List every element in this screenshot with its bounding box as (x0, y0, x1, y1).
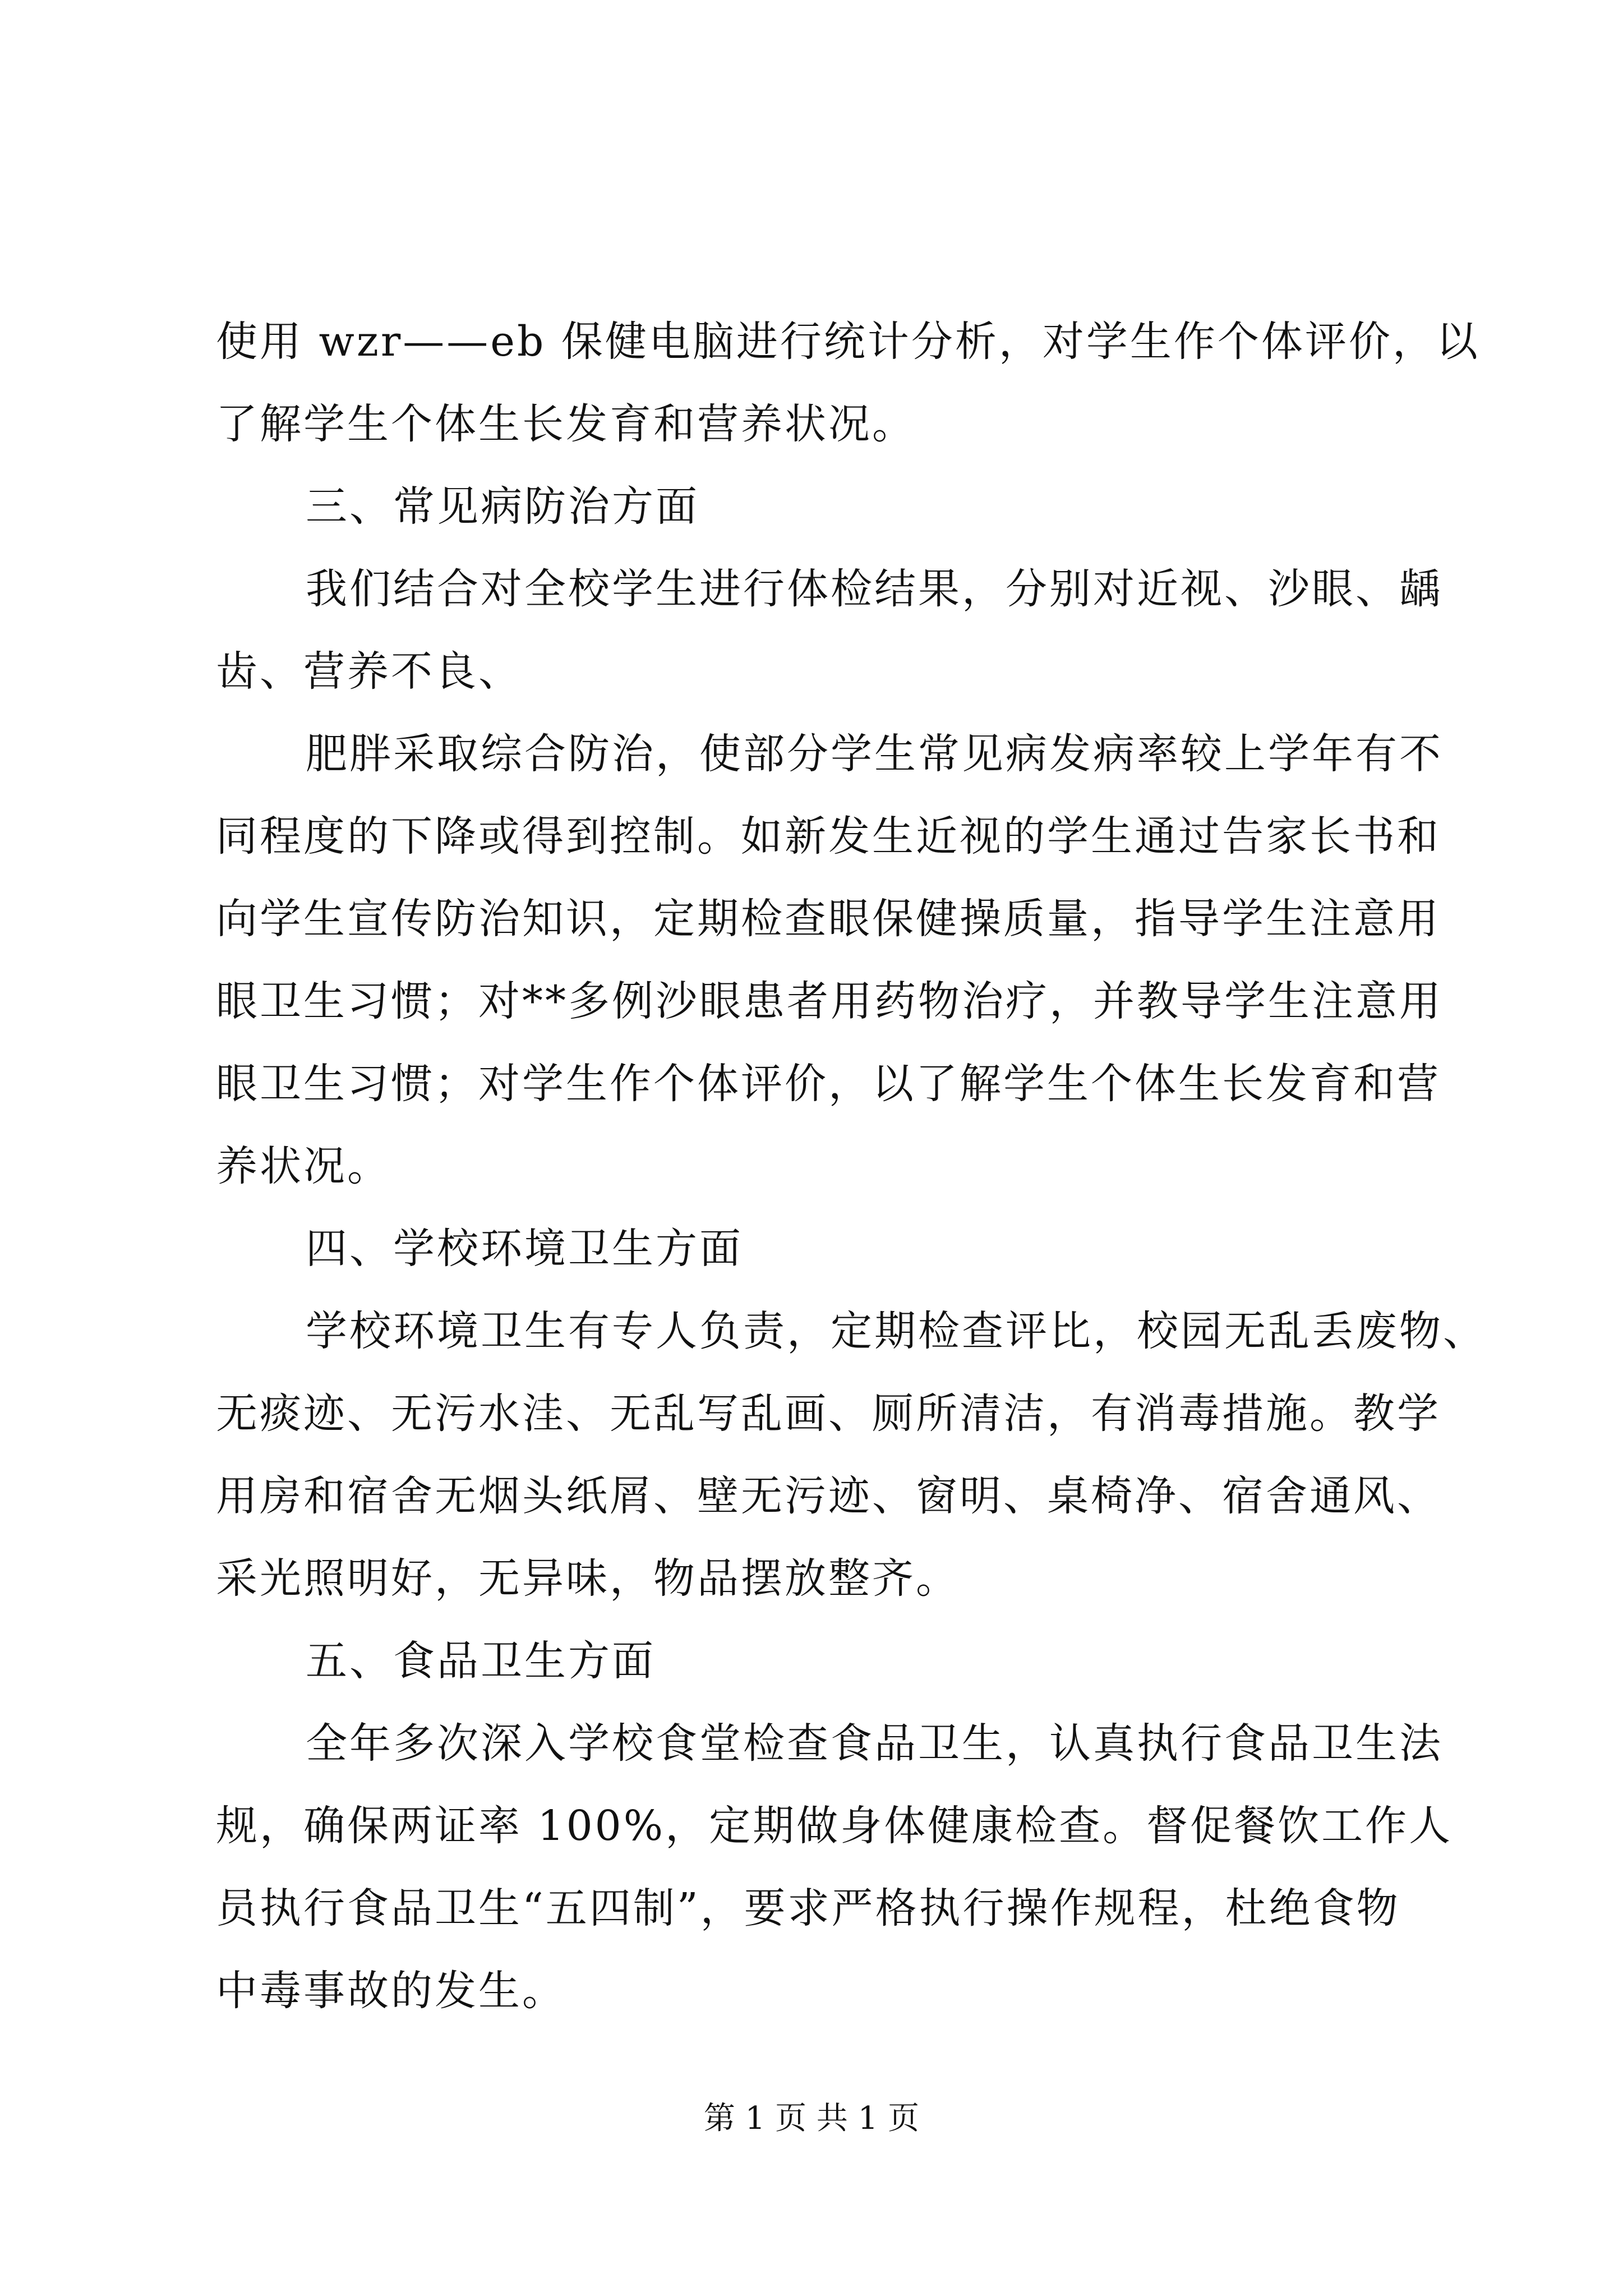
paragraph-line: 无痰迹、无污水洼、无乱写乱画、厕所清洁，有消毒措施。教学 (216, 1389, 1441, 1438)
section-heading: 三、常见病防治方面 (306, 482, 699, 531)
page-number-footer: 第 1 页 共 1 页 (703, 2100, 920, 2137)
paragraph-line: 同程度的下降或得到控制。如新发生近视的学生通过告家长书和 (216, 812, 1441, 861)
paragraph-line: 规，确保两证率 100%，定期做身体健康检查。督促餐饮工作人 (216, 1802, 1453, 1850)
document-body (216, 301, 1487, 2032)
paragraph-line: 向学生宣传防治知识，定期检查眼保健操质量，指导学生注意用 (216, 895, 1441, 943)
paragraph-line: 了解学生个体生长发育和营养状况。 (216, 400, 916, 448)
paragraph-line: 齿、营养不良、 (216, 647, 522, 696)
paragraph-line: 员执行食品卫生“五四制”，要求严格执行操作规程，杜绝食物 (216, 1884, 1400, 1932)
paragraph-line: 全年多次深入学校食堂检查食品卫生，认真执行食品卫生法 (306, 1719, 1443, 1768)
paragraph-line: 用房和宿舍无烟头纸屑、壁无污迹、窗明、桌椅净、宿舍通风、 (216, 1472, 1441, 1520)
paragraph-line: 学校环境卫生有专人负责，定期检查评比，校园无乱丢废物、 (306, 1307, 1487, 1355)
section-heading: 四、学校环境卫生方面 (306, 1225, 743, 1273)
paragraph-line: 养状况。 (216, 1142, 391, 1190)
paragraph-line: 眼卫生习惯；对**多例沙眼患者用药物治疗，并教导学生注意用 (216, 977, 1443, 1025)
paragraph-line: 我们结合对全校学生进行体检结果，分别对近视、沙眼、龋 (306, 565, 1443, 613)
paragraph-line: 采光照明好，无异味，物品摆放整齐。 (216, 1554, 960, 1603)
section-heading: 五、食品卫生方面 (306, 1637, 656, 1685)
paragraph-line: 眼卫生习惯；对学生作个体评价，以了解学生个体生长发育和营 (216, 1060, 1441, 1108)
paragraph-line: 肥胖采取综合防治，使部分学生常见病发病率较上学年有不 (306, 730, 1443, 778)
paragraph-line: 使用 wzr——eb 保健电脑进行统计分析，对学生作个体评价，以 (216, 318, 1480, 366)
paragraph-line: 中毒事故的发生。 (216, 1967, 566, 2015)
